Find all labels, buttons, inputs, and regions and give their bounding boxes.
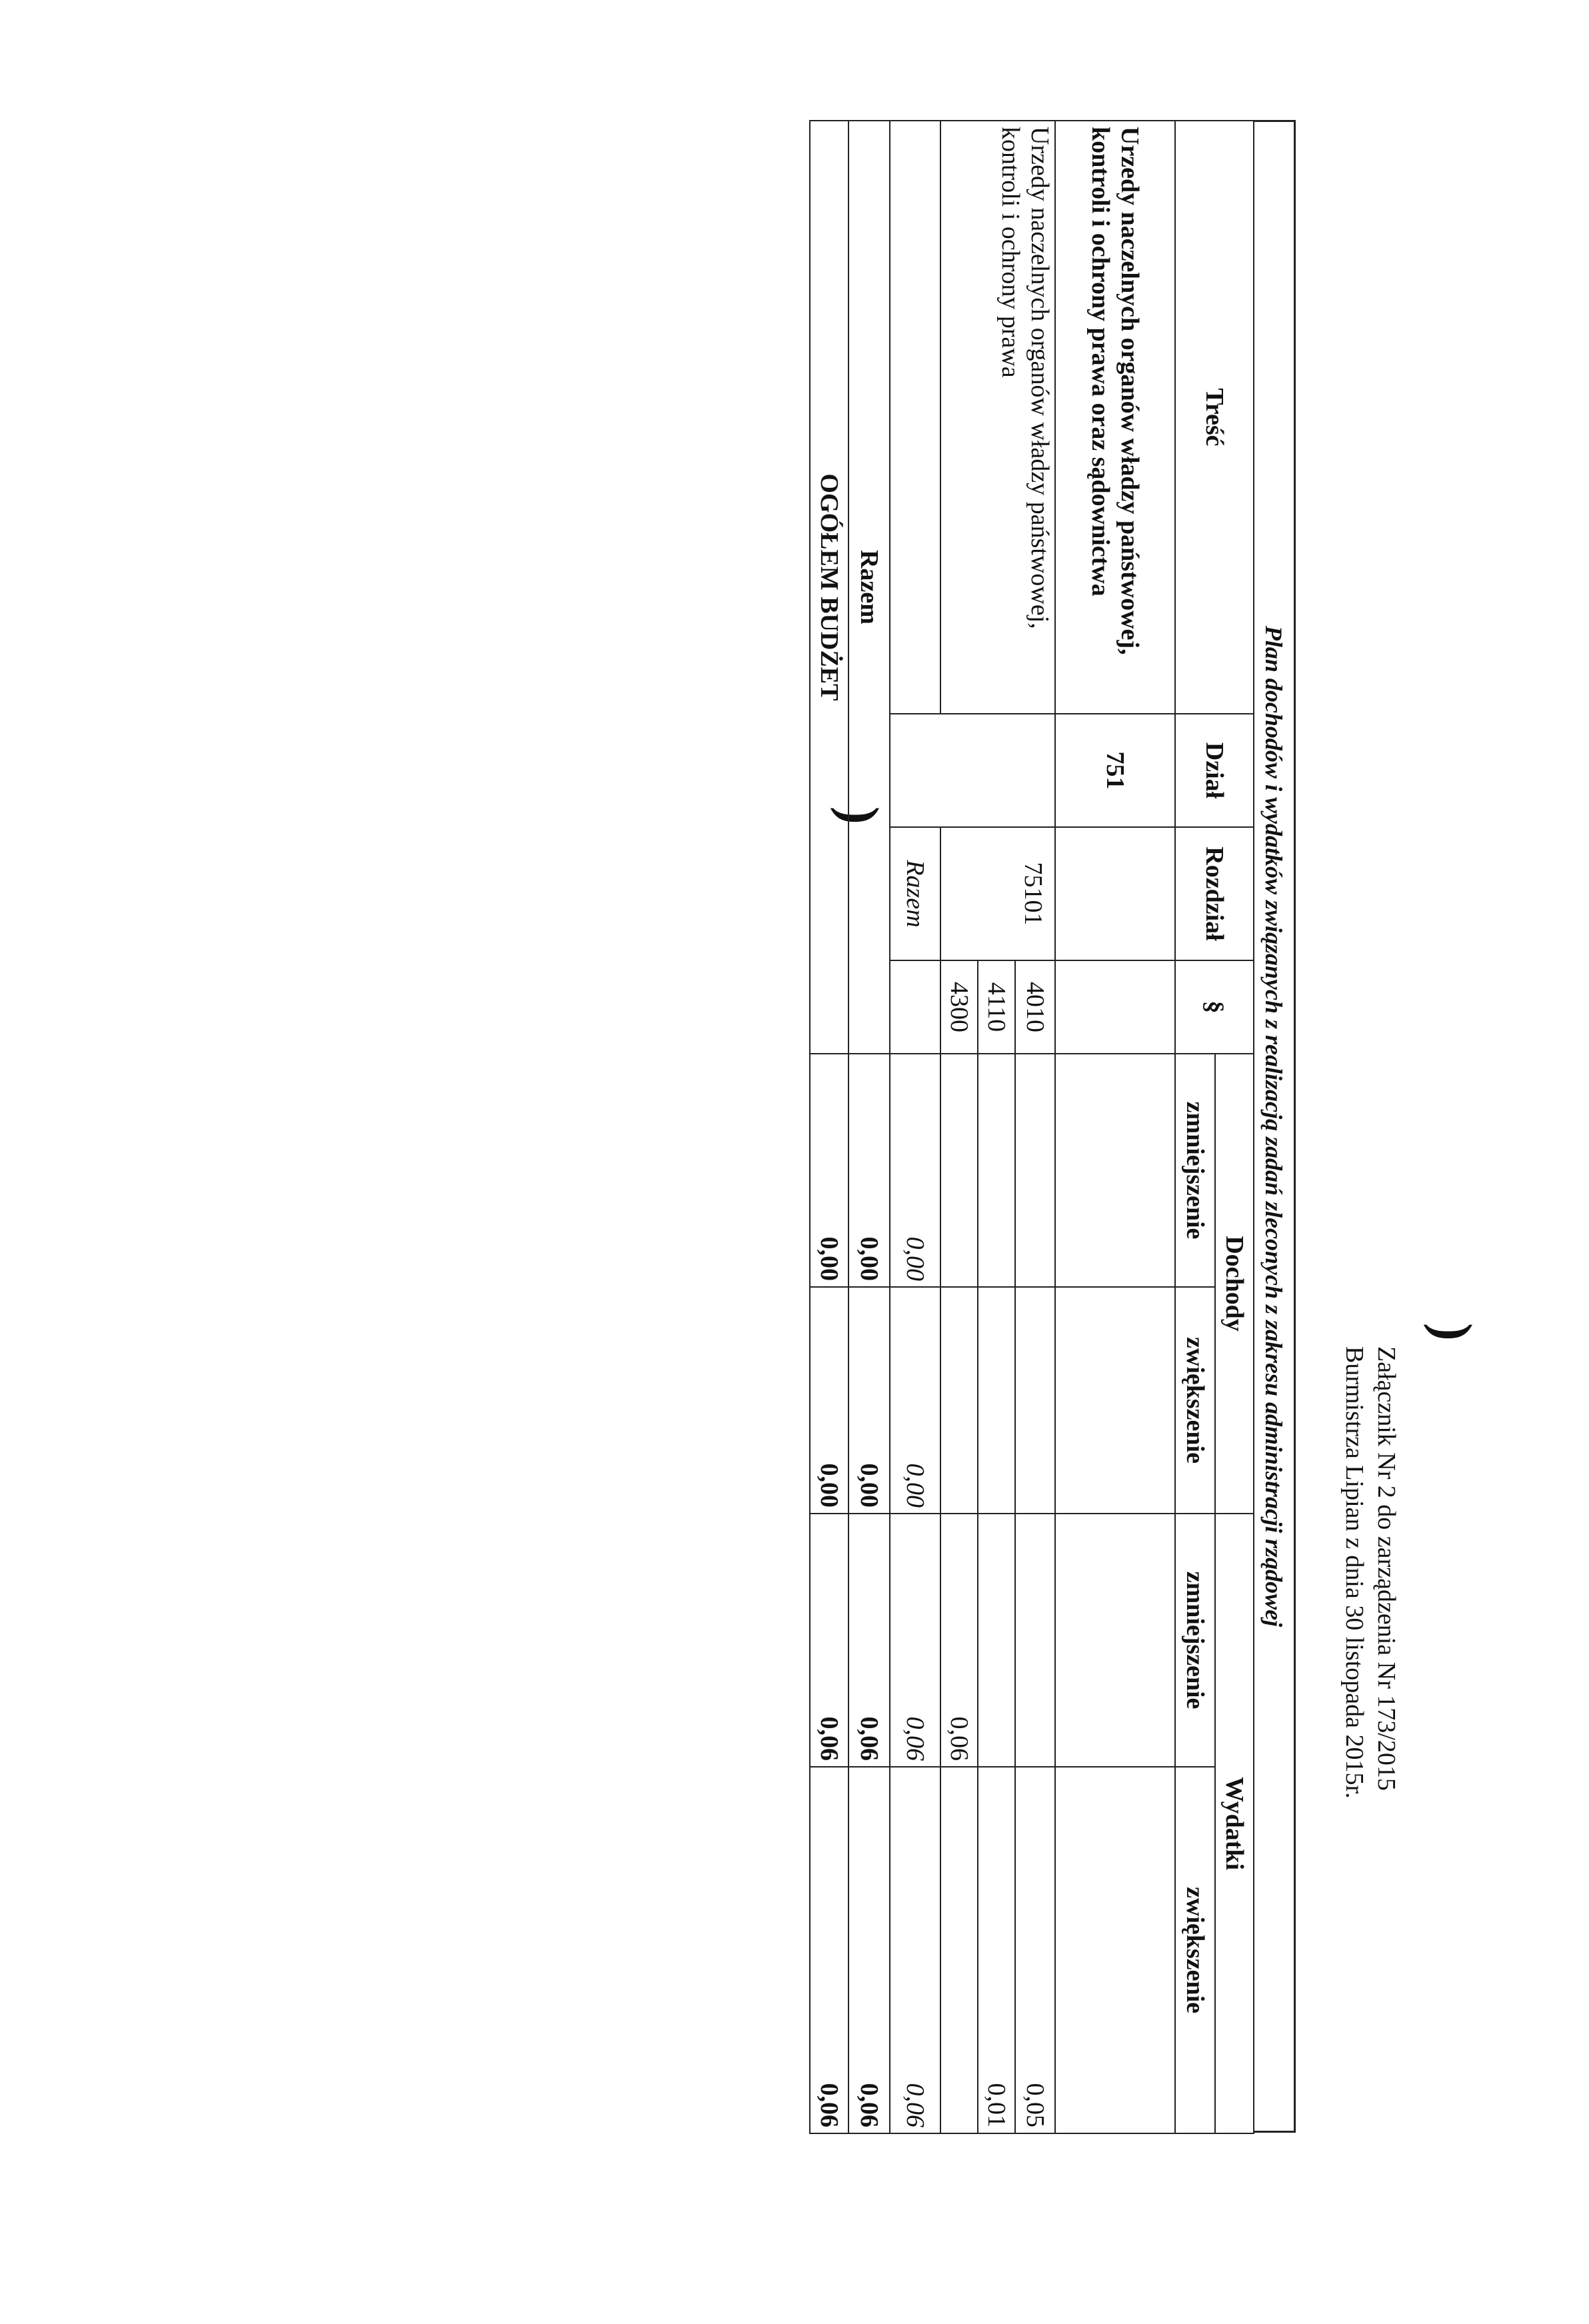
section-row	[1055, 121, 1175, 2133]
col-header-rozdzial: Rozdział	[1175, 827, 1254, 960]
empty-cell	[1015, 1054, 1055, 1287]
value-cell: 0,00	[810, 1287, 848, 1514]
paragraf-cell: 4110	[978, 960, 1015, 1054]
empty-cell	[978, 1054, 1015, 1287]
empty-cell	[940, 1054, 978, 1287]
value-cell: 0,06	[810, 1767, 848, 2133]
chapter-rozdzial: 75101	[940, 827, 1055, 960]
ogolem-label: OGÓŁEM BUDŻET	[810, 121, 848, 1054]
section-tresc: Urzedy naczelnych organów władzy państwowej, kontroli i ochrony prawa oraz sądownictwa	[1055, 121, 1175, 714]
col-header-paragraf: §	[1175, 960, 1254, 1054]
value-cell: 0,06	[940, 1514, 978, 1767]
empty-cell	[1055, 1767, 1175, 2133]
section-total-row	[848, 121, 890, 2133]
empty-cell	[940, 1767, 978, 2133]
chapter-total-row	[890, 121, 940, 2133]
col-header-dochody: Dochody	[1215, 1054, 1254, 1514]
value-cell: 0,06	[848, 1514, 890, 1767]
empty-cell	[890, 960, 940, 1054]
col-header-dzial: Dział	[1175, 714, 1254, 827]
value-cell: 0,00	[848, 1054, 890, 1287]
razem-label: Razem	[848, 121, 890, 1054]
empty-cell	[890, 714, 1055, 827]
value-cell: 0,06	[810, 1514, 848, 1767]
empty-cell	[978, 1514, 1015, 1767]
empty-cell	[1055, 1054, 1175, 1287]
attachment-header	[1338, 1346, 1402, 1799]
empty-cell	[940, 1287, 978, 1514]
header-line-2: Burmistrza Lipian z dnia 30 listopada 2015r.	[1340, 1346, 1368, 1799]
chapter-tresc: Urzedy naczelnych organów władzy państwowej, kontroli i ochrony prawa	[940, 121, 1055, 714]
col-header-wydatki: Wydatki	[1215, 1514, 1254, 2133]
table-row	[1015, 121, 1055, 2133]
value-cell: 0,00	[810, 1054, 848, 1287]
col-header-wyd-zwiekszenie: zwiększenie	[1175, 1767, 1215, 2133]
scan-mark: )	[1423, 1323, 1482, 1341]
header-line-1: Załącznik Nr 2 do zarządzenia Nr 173/2015	[1372, 1346, 1400, 1791]
empty-cell	[1055, 827, 1175, 960]
section-dzial: 751	[1055, 714, 1175, 827]
empty-cell	[1015, 1514, 1055, 1767]
col-header-doch-zwiekszenie: zwiększenie	[1175, 1287, 1215, 1514]
empty-cell	[978, 1287, 1015, 1514]
empty-cell	[890, 121, 940, 714]
value-cell: 0,06	[890, 1514, 940, 1767]
value-cell: 0,00	[848, 1287, 890, 1514]
value-cell: 0,00	[890, 1054, 940, 1287]
scan-mark: )	[830, 806, 888, 824]
table-title: Plan dochodów i wydatków związanych z realizacją zadań zleconych z zakresu administracji rządowej	[1254, 120, 1296, 2133]
value-cell: 0,01	[978, 1767, 1015, 2133]
paragraf-cell: 4300	[940, 960, 978, 1054]
value-cell: 0,00	[890, 1287, 940, 1514]
col-header-tresc: Treść	[1175, 121, 1254, 714]
paragraf-cell: 4010	[1015, 960, 1055, 1054]
value-cell: 0,06	[890, 1767, 940, 2133]
empty-cell	[1055, 1287, 1175, 1514]
col-header-wyd-zmniejszenie: zmniejszenie	[1175, 1514, 1215, 1767]
empty-cell	[1055, 960, 1175, 1054]
empty-cell	[1055, 1514, 1175, 1767]
budget-table	[809, 120, 1254, 2134]
value-cell: 0,05	[1015, 1767, 1055, 2133]
chapter-razem-label: Razem	[890, 827, 940, 960]
grand-total-row	[810, 121, 848, 2133]
empty-cell	[1015, 1287, 1055, 1514]
value-cell: 0,06	[848, 1767, 890, 2133]
col-header-doch-zmniejszenie: zmniejszenie	[1175, 1054, 1215, 1287]
